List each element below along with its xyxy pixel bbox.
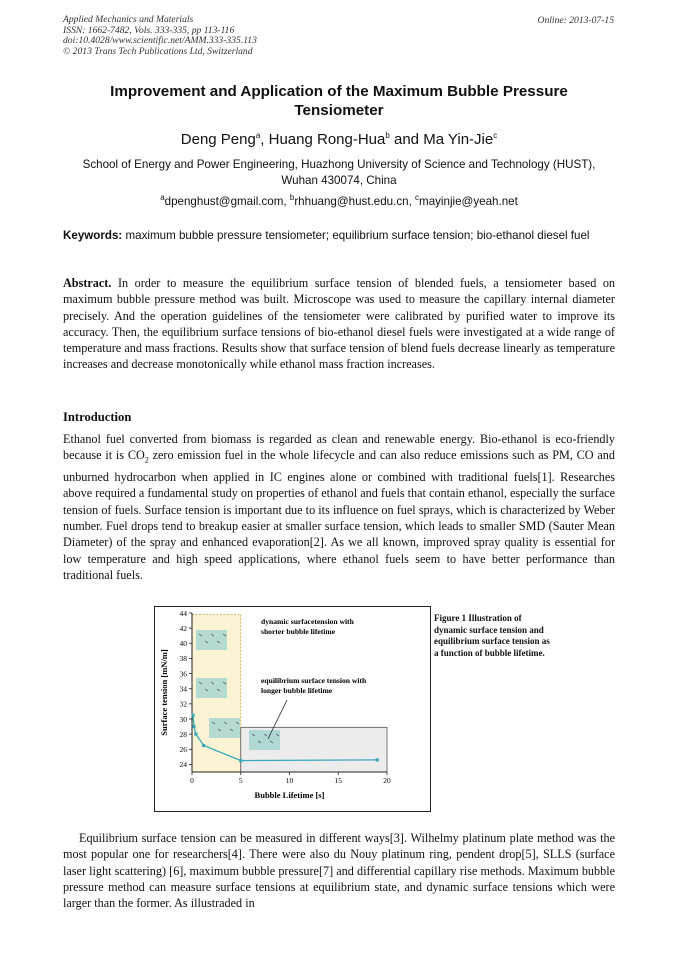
affiliation: School of Energy and Power Engineering, Huazhong University of Science and Technology (HUST), Wuhan 430074, China	[82, 158, 596, 187]
author-name: Ma Yin-Jie	[423, 131, 494, 148]
figure-1	[154, 606, 431, 812]
abstract-text: In order to measure the equilibrium surface tension of blended fuels, a tensiometer based on maximum bubble pressure method was built. Microscope was used to measure the capillary internal diameter precisely. And the operation guidelines of the tensiometer were calibrated by purified water to improve its accuracy. Then, the equilibrium surface tensions of bio-ethanol diesel fuels were investigated at a wide range of temperature and mass fractions. Results show that surface tension of blend fuels decrease linearly as temperature increases and decrease monotonically while ethanol mass fraction increases.	[63, 276, 616, 372]
y-tick-label: 40	[179, 639, 187, 649]
bubble-box	[196, 630, 227, 650]
intro-heading: Introduction	[63, 410, 132, 424]
data-point	[191, 714, 194, 717]
data-point	[194, 733, 197, 736]
bubble-box	[196, 678, 227, 698]
y-tick-label: 42	[179, 623, 187, 633]
bubble-box	[249, 730, 280, 750]
intro-paragraph: Ethanol fuel converted from biomass is regarded as clean and renewable energy. Bio-ethanol is eco-friendly because it is $CO_2$ zero emission fuel in the whole lifecycle and can also reduce emissions such as PM, CO and unburned hydrocarbon when applied in IC engines alone or combined with traditional fuels[1]. Researches above required a fundamental study on properties of ethanol and fuels that contain ethanol, especially the surface tension of fuels. Surface tension is important due to its influence on fuel sprays, which is characterized by Weber number. Fuel drops tend to breakup easier at smaller surface tension, which leads to smaller SMD (Sauter Mean Diameter) of the spray and enhanced evaporation[2]. As we all known, improved spray quality is essential for low temperature and high speed applications, where ethanol fuels seem to have better performance than traditional fuels.	[63, 432, 615, 582]
figure-caption: Figure 1 Illustration of dynamic surface tension and equilibrium surface tension as a function of bubble lifetime.	[434, 613, 550, 658]
x-tick-label: 10	[285, 776, 294, 785]
email-link[interactable]: rhhuang@hust.edu.cn	[294, 194, 409, 208]
y-tick-label: 38	[179, 654, 187, 664]
keywords-text: maximum bubble pressure tensiometer; equilibrium surface tension; bio-ethanol diesel fuel	[125, 229, 590, 242]
authors-line: Deng Peng$^a$, Huang Rong-Hua$^b$ and Ma Yin-Jie$^c$	[180, 131, 498, 148]
email-link[interactable]: mayinjie@yeah.net	[419, 194, 518, 208]
data-point	[376, 758, 379, 761]
y-tick-label: 30	[179, 714, 187, 724]
x-axis-label: Bubble Lifetime [s]	[254, 790, 325, 800]
y-tick-label: 44	[179, 608, 187, 618]
x-tick-label: 5	[238, 776, 243, 785]
abstract-label: Abstract.	[63, 276, 112, 290]
y-tick-label: 32	[179, 699, 187, 709]
y-tick-label: 36	[179, 669, 187, 679]
abstract	[63, 275, 615, 373]
body-paragraph: Equilibrium surface tension can be measured in different ways[3]. Wilhelmy platinum plate method was the most popular one for researchers[4]. There were also du Nouy platinum ring, pendent drop[5], SLLS (surface laser light scattering) [6], maximum bubble pressure[7] and differential capillary rise methods. Maximum bubble pressure method can measure surface tensions at equilibrium state, and dynamic surface tensions which were larger than the former. As illustraded in	[63, 831, 615, 911]
author-name: Huang Rong-Hua	[268, 131, 386, 148]
y-tick-label: 34	[179, 684, 187, 694]
journal-header	[63, 15, 257, 57]
data-point	[239, 759, 242, 762]
journal-name: Applied Mechanics and Materials	[63, 14, 194, 25]
x-ticks	[190, 772, 391, 785]
doi: doi:10.4028/www.scientific.net/AMM.333-335.113	[63, 35, 257, 47]
copyright: © 2013 Trans Tech Publications Ltd, Switzerland	[63, 45, 253, 57]
data-point	[202, 744, 205, 747]
y-tick-label: 28	[179, 729, 187, 739]
y-tick-label: 24	[179, 760, 187, 770]
y-tick-label: 26	[179, 745, 187, 755]
annotation-dynamic: dynamic surfacetension with shorter bubble lifetime	[261, 617, 354, 636]
y-axis-label: Surface tension [mN/m]	[159, 649, 169, 736]
x-tick-label: 20	[383, 776, 391, 785]
keywords-label: Keywords:	[63, 229, 123, 242]
online-date: Online: 2013-07-15	[537, 15, 614, 26]
emails-line: $^a$dpenghust@gmail.com, $^b$rhhuang@hust.edu.cn, $^c$mayinjie@yeah.net	[160, 193, 518, 208]
surface-tension-chart	[155, 607, 430, 811]
annotation-equilibrium: equilibrium surface tension with longer bubble lifetime	[261, 676, 367, 695]
author-name: Deng Peng	[180, 131, 256, 148]
x-tick-label: 15	[334, 776, 342, 785]
bubble-box	[209, 718, 240, 738]
y-ticks	[180, 609, 193, 769]
paper-title: Improvement and Application of the Maximum Bubble Pressure Tensiometer	[110, 83, 568, 119]
keywords	[63, 228, 615, 243]
data-point	[192, 725, 195, 728]
issn: ISSN: 1662-7482, Vols. 333-335, pp 113-116	[63, 24, 235, 36]
email-link[interactable]: dpenghust@gmail.com	[164, 194, 284, 208]
x-tick-label: 0	[190, 776, 194, 785]
